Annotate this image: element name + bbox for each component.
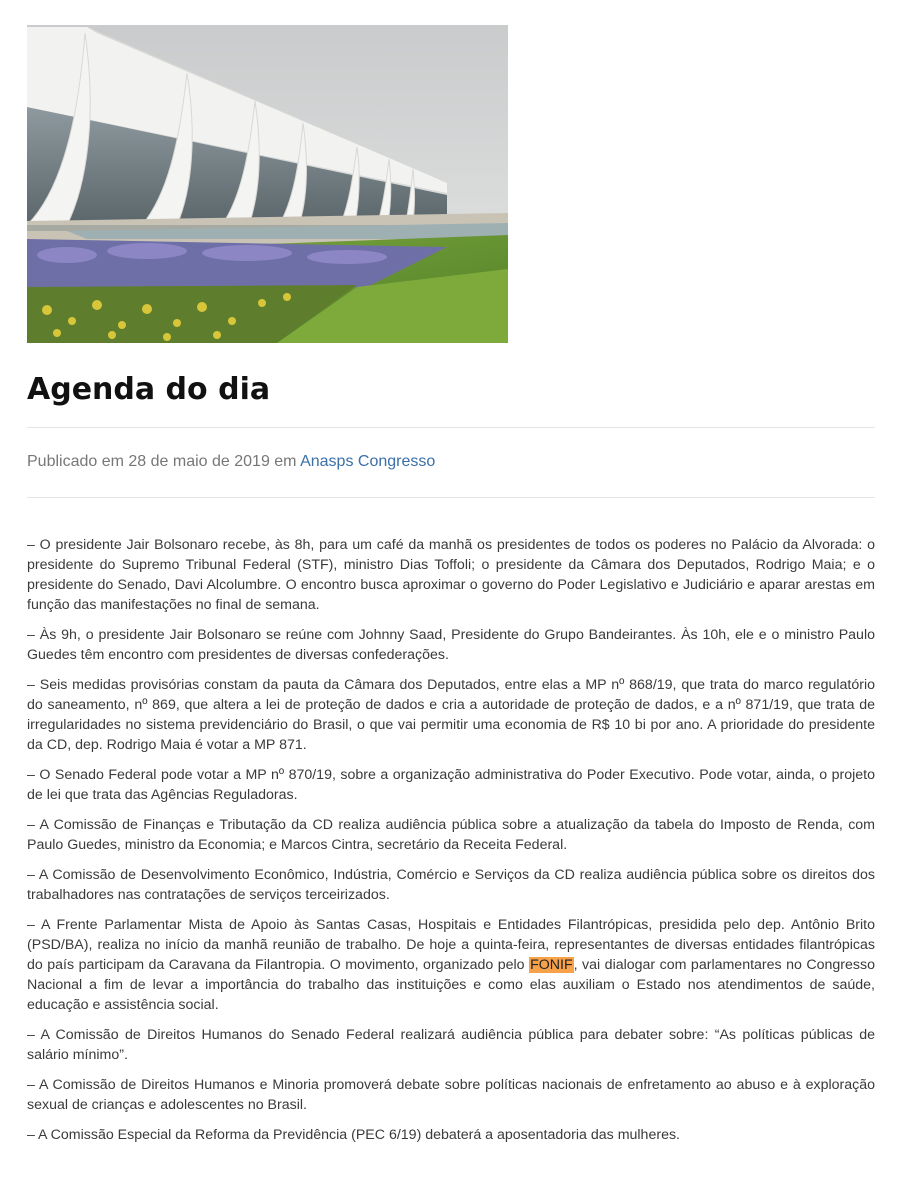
paragraph-fonif: [27, 915, 875, 1015]
palace-photo: [27, 25, 508, 343]
paragraph: – Seis medidas provisórias constam da pauta da Câmara dos Deputados, entre elas a MP nº 868/19, que trata do marco regulatório do saneamento, nº 869, que altera a lei de proteção de dados e cria a autoridade de proteção de dados, e a nº 871/19, que trata de irregularidades no sistema previdenciário do Brasil, o que vai permitir uma economia de R$ 10 bi por ano. A prioridade do presidente da CD, dep. Rodrigo Maia é votar a MP 871.: [27, 677, 875, 753]
paragraph: – A Comissão de Direitos Humanos e Minoria promoverá debate sobre políticas nacionais de enfretamento ao abuso e à exploração sexual de crianças e adolescentes no Brasil.: [27, 1077, 875, 1113]
article-title: Agenda do dia: [27, 372, 271, 407]
hero-image: [27, 25, 508, 343]
paragraph: – Às 9h, o presidente Jair Bolsonaro se reúne com Johnny Saad, Presidente do Grupo Bandeirantes. Às 10h, ele e o ministro Paulo Guedes têm encontro com presidentes de diversas confederações.: [27, 627, 875, 663]
paragraph: – A Comissão Especial da Reforma da Previdência (PEC 6/19) debaterá a aposentadoria das mulheres.: [27, 1127, 680, 1143]
article-body: [27, 535, 875, 1155]
divider: [27, 427, 875, 428]
divider: [27, 497, 875, 498]
paragraph-text: – A Frente Parlamentar Mista de Apoio às Santas Casas, Hospitais e Entidades Filantrópicas, presidida pelo dep. Antônio Brito (PSD/BA), realiza no início da manhã reunião de trabalho. De hoje a quinta-feira, representantes de diversas entidades filantrópicas do país participam da Caravana da Filantropia. O movimento, organizado pelo: [27, 917, 875, 973]
category-link[interactable]: Anasps Congresso: [300, 453, 436, 470]
paragraph: – A Comissão de Direitos Humanos do Senado Federal realizará audiência pública para debater sobre: “As políticas públicas de salário mínimo”.: [27, 1027, 875, 1063]
paragraph: – A Comissão de Finanças e Tributação da CD realiza audiência pública sobre a atualização da tabela do Imposto de Renda, com Paulo Guedes, ministro da Economia; e Marcos Cintra, secretário da Receita Federal.: [27, 817, 875, 853]
published-date: Publicado em 28 de maio de 2019 em: [27, 453, 301, 470]
paragraph: – O Senado Federal pode votar a MP nº 870/19, sobre a organização administrativa do Poder Executivo. Pode votar, ainda, o projeto de lei que trata das Agências Reguladoras.: [27, 767, 875, 803]
paragraph: – A Comissão de Desenvolvimento Econômico, Indústria, Comércio e Serviços da CD realiza audiência pública sobre os direitos dos trabalhadores nas contratações de serviços terceirizados.: [27, 867, 875, 903]
paragraph: – O presidente Jair Bolsonaro recebe, às 8h, para um café da manhã os presidentes de todos os poderes no Palácio da Alvorada: o presidente do Supremo Tribunal Federal (STF), ministro Dias Toffoli; o presidente da Câmara dos Deputados, Rodrigo Maia; e o presidente do Senado, Davi Alcolumbre. O encontro busca aproximar o governo do Poder Legislativo e Judiciário e aparar arestas em função das manifestações no final de semana.: [27, 537, 875, 613]
paragraph-text: , vai dialogar com parlamentares no Congresso Nacional a fim de levar a importância do trabalho das instituições e como elas auxiliam o Estado nos atendimentos de saúde, educação e assistência social.: [27, 957, 875, 1013]
highlighted-term: FONIF: [530, 957, 573, 973]
article-meta: [27, 453, 435, 471]
